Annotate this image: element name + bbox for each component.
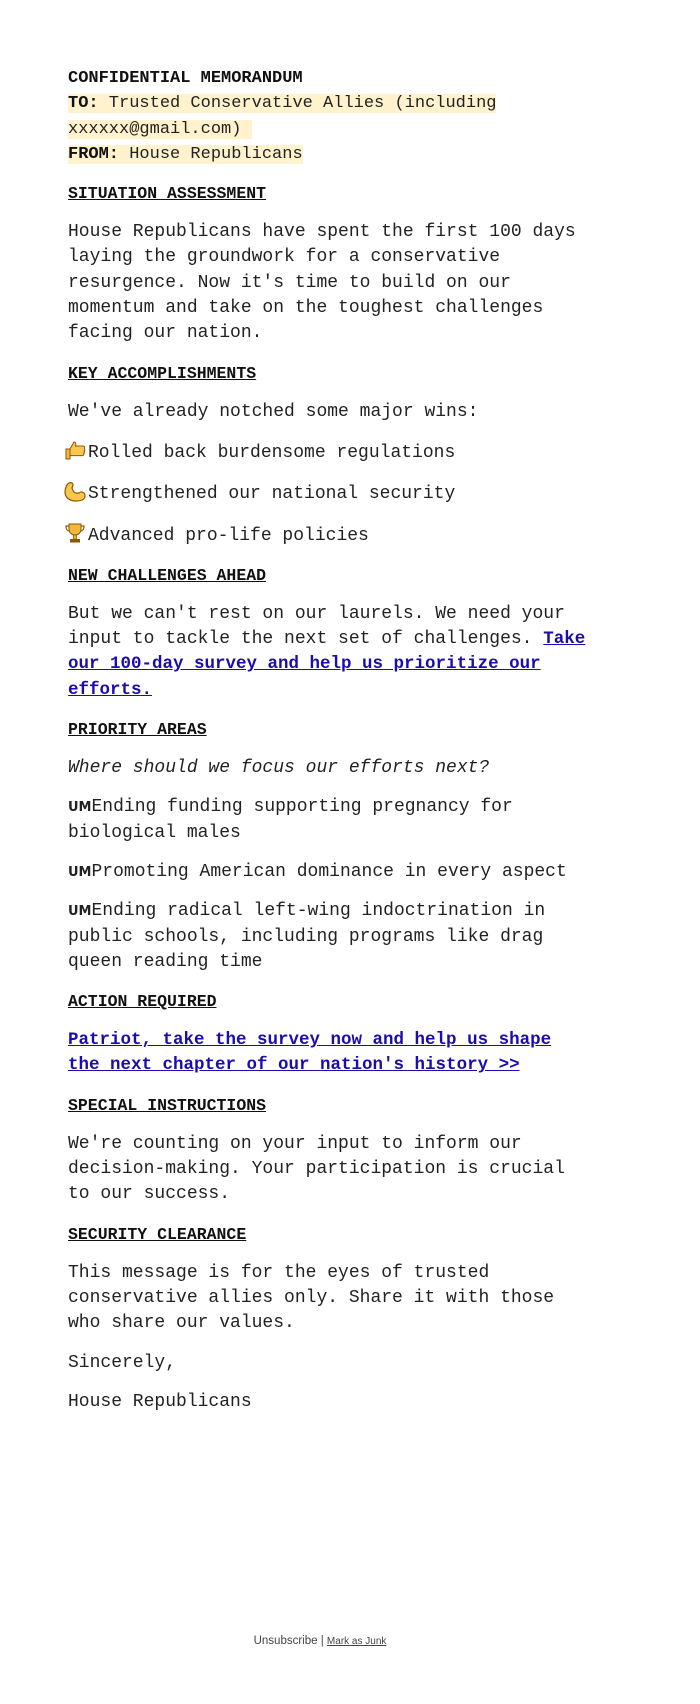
thumbs-up-icon <box>64 439 88 461</box>
memo-header <box>68 66 588 167</box>
section-heading-situation: SITUATION ASSESSMENT <box>68 184 267 204</box>
accomplishment-item <box>64 522 588 549</box>
priority-text: Promoting American dominance in every aspect <box>91 861 567 882</box>
action-paragraph <box>68 1028 588 1079</box>
priority-text: Ending funding supporting pregnancy for biological males <box>68 797 513 843</box>
section-heading-priorities: PRIORITY AREAS <box>68 720 207 740</box>
salutation: Sincerely, <box>68 1352 177 1373</box>
challenges-text: But we can't rest on our laurels. We need your input to tackle the next set of challenges. Take our 100-day survey and help us prioritize our efforts. <box>68 603 586 700</box>
priority-text: Ending radical left-wing indoctrination in public schools, including programs like drag queen reading time <box>68 901 546 972</box>
priority-item <box>68 795 588 846</box>
unsubscribe-link[interactable]: Unsubscribe <box>253 1635 318 1647</box>
take-survey-link[interactable]: Patriot, take the survey now and help us shape the next chapter of our nation's history >> <box>68 1030 552 1076</box>
from-value: House Republicans <box>119 144 303 164</box>
accomplishment-text: Rolled back burdensome regulations <box>88 442 456 463</box>
accomplishment-item <box>64 439 588 466</box>
section-heading-accomplishments: KEY ACCOMPLISHMENTS <box>68 363 257 383</box>
accomplishments-intro: We've already notched some major wins: <box>68 401 479 422</box>
section-heading-action: ACTION REQUIRED <box>68 992 217 1012</box>
section-heading-instructions: SPECIAL INSTRUCTIONS <box>68 1095 267 1115</box>
us-flag-icon: UM <box>68 800 92 816</box>
section-heading-challenges: NEW CHALLENGES AHEAD <box>68 565 267 585</box>
to-value: Trusted Conservative Allies (including xxxxxx@gmail.com) <box>68 94 497 139</box>
accomplishment-text: Advanced pro-life policies <box>88 525 369 546</box>
email-footer <box>0 1635 640 1647</box>
to-line <box>68 94 496 138</box>
accomplishment-item <box>64 480 588 507</box>
us-flag-icon: UM <box>68 904 92 920</box>
survey-link[interactable]: Take our 100-day survey and help us prioritize our efforts. <box>68 629 586 700</box>
priority-item <box>68 860 588 885</box>
from-label: FROM: <box>68 144 120 164</box>
flexed-biceps-icon <box>64 480 88 502</box>
mark-as-junk-link[interactable]: Mark as Junk <box>326 1636 387 1647</box>
signature: House Republicans <box>68 1391 252 1412</box>
memo-title: CONFIDENTIAL MEMORANDUM <box>68 69 303 88</box>
from-line <box>68 145 303 164</box>
email-body <box>68 66 588 1415</box>
priorities-question: Where should we focus our efforts next? <box>68 758 490 779</box>
security-text: This message is for the eyes of trusted conservative allies only. Share it with those who share our values. <box>68 1262 555 1334</box>
us-flag-icon: UM <box>68 864 92 880</box>
situation-text: House Republicans have spent the first 100 days laying the groundwork for a conservative resurgence. Now it's time to build on our momentum and take on the toughest challenges facing our nation. <box>68 222 576 344</box>
section-heading-security: SECURITY CLEARANCE <box>68 1224 247 1244</box>
accomplishment-text: Strengthened our national security <box>88 484 456 505</box>
trophy-icon <box>64 522 88 544</box>
instructions-text: We're counting on your input to inform our decision-making. Your participation is crucial to our success. <box>68 1133 565 1205</box>
footer-separator: | <box>317 1635 327 1647</box>
priority-item <box>68 899 588 975</box>
to-label: TO: <box>68 94 99 114</box>
